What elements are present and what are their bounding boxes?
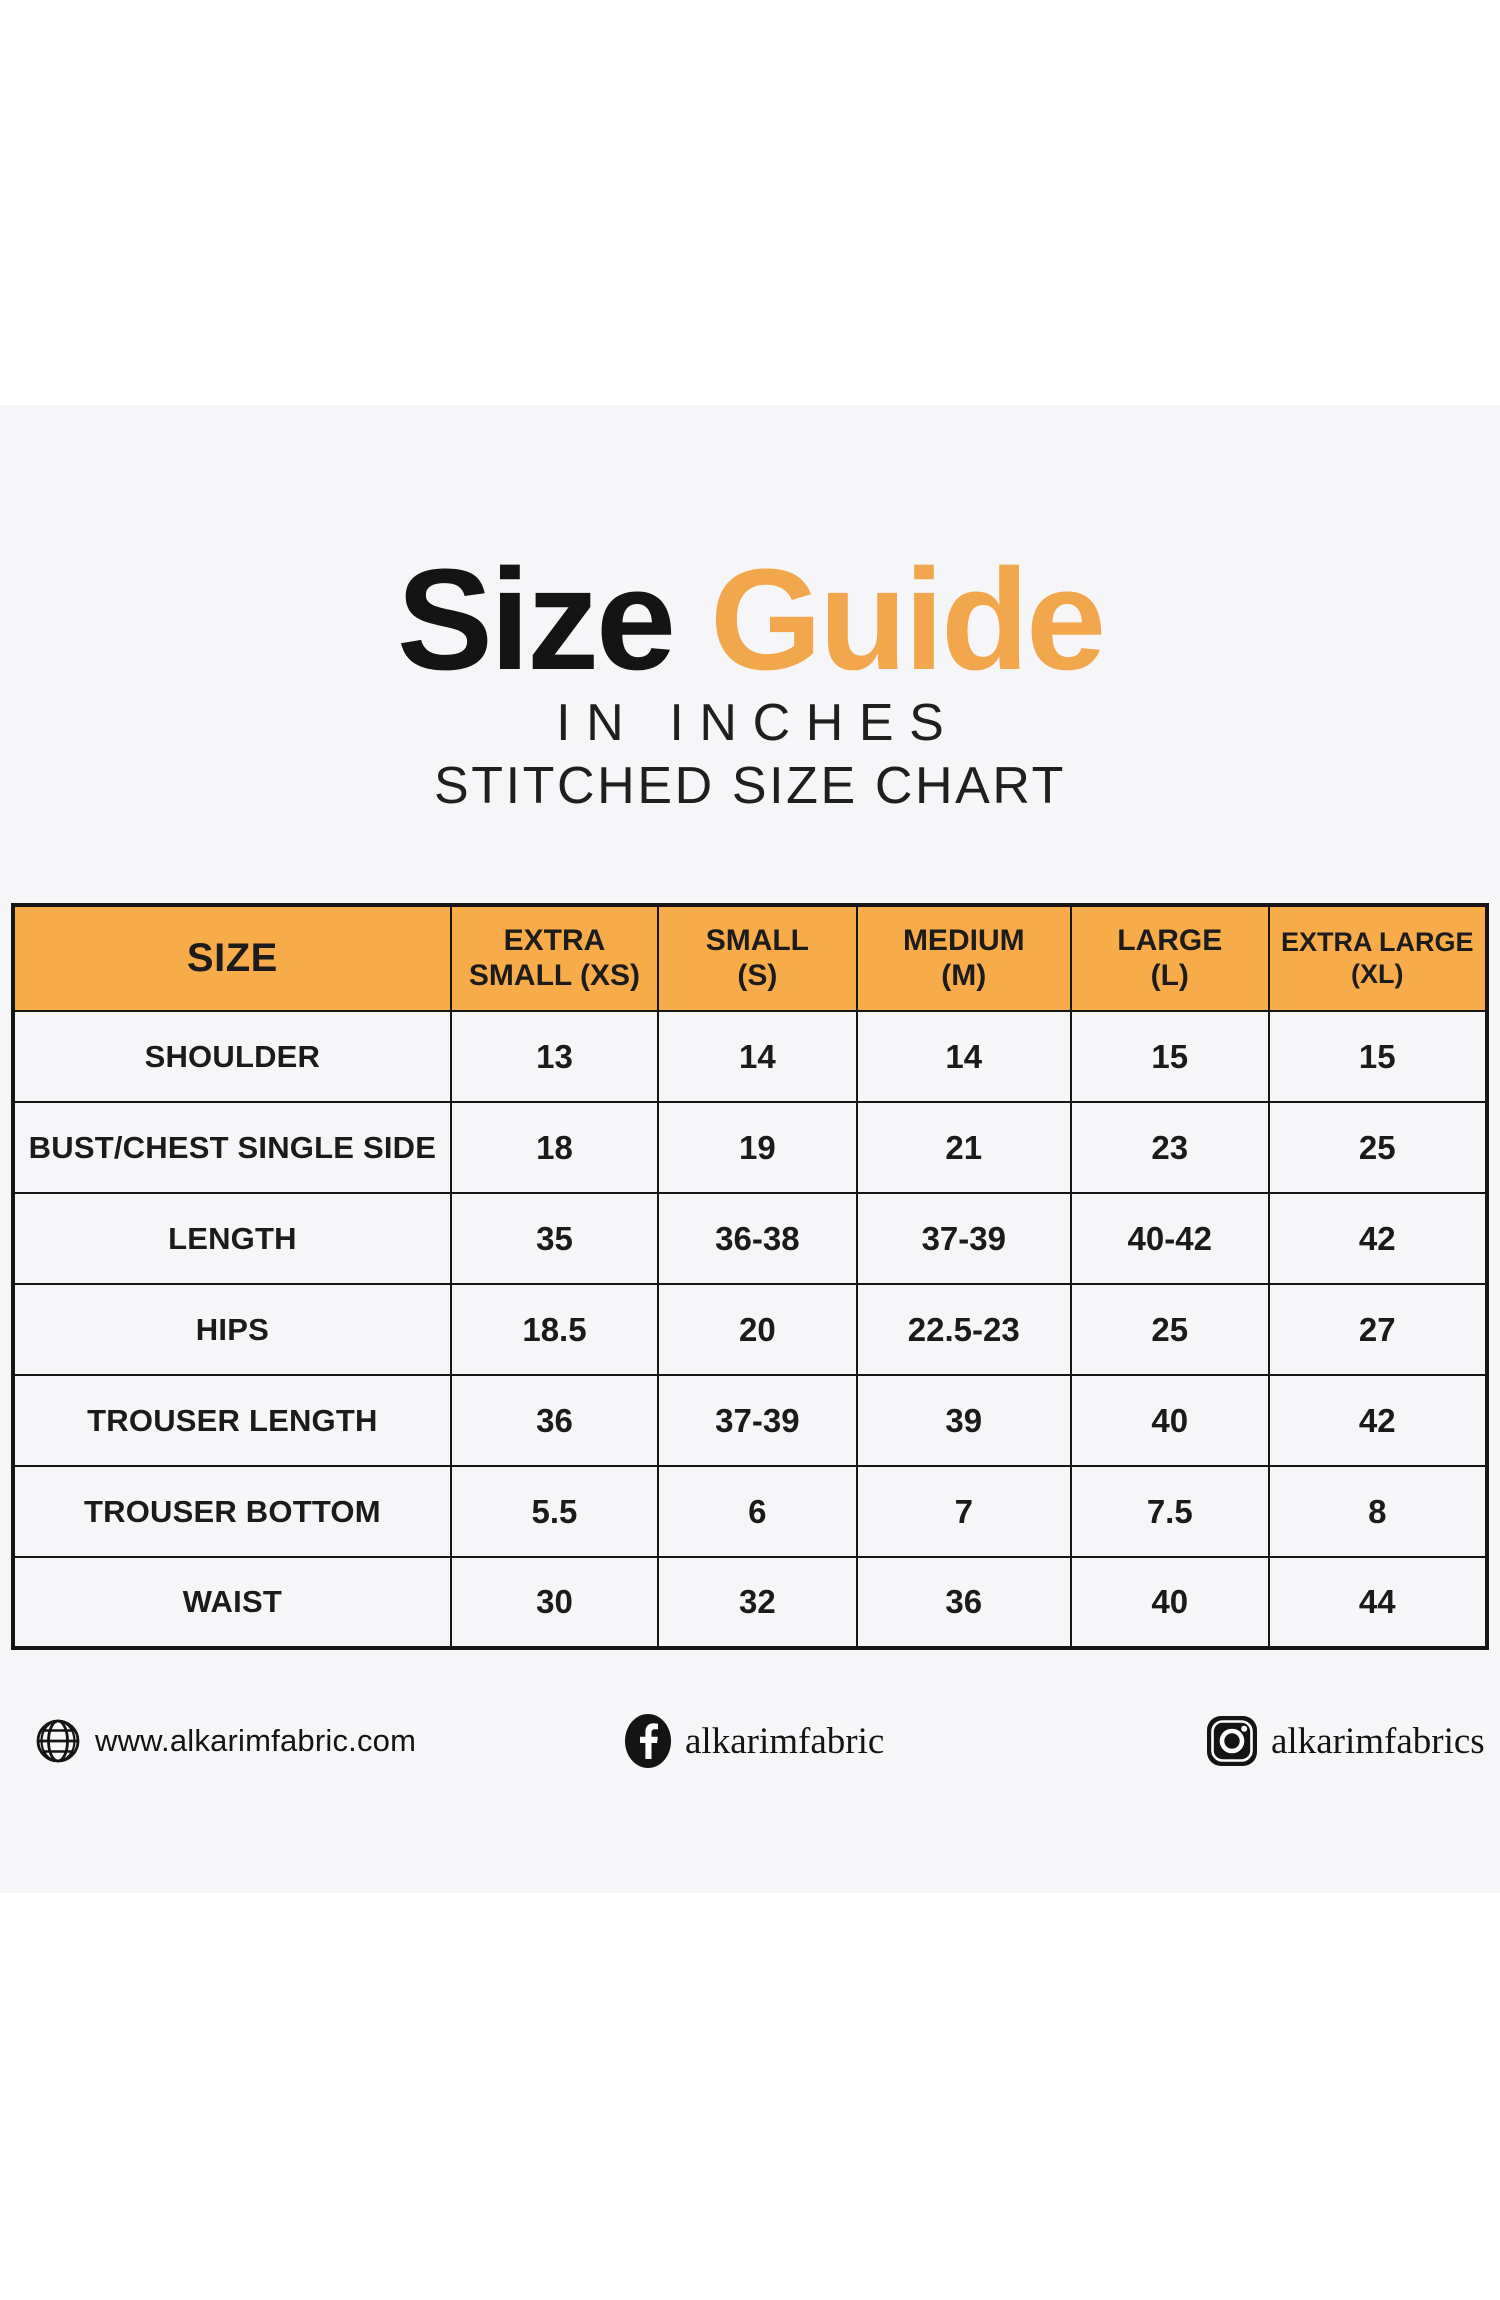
table-row-hips bbox=[13, 1284, 1487, 1375]
subtitle-stitched-size-chart: STITCHED SIZE CHART bbox=[433, 757, 1067, 815]
cell-value: 14 bbox=[658, 1011, 856, 1102]
cell-value: 37-39 bbox=[658, 1375, 856, 1466]
table-row-trouser-bottom bbox=[13, 1466, 1487, 1557]
cell-value: 7 bbox=[857, 1466, 1071, 1557]
cell-value: 15 bbox=[1071, 1011, 1269, 1102]
column-header-m: MEDIUM (M) bbox=[857, 905, 1071, 1011]
facebook-link[interactable] bbox=[624, 1712, 884, 1770]
cell-value: 8 bbox=[1269, 1466, 1487, 1557]
column-header-size: SIZE bbox=[13, 905, 451, 1011]
column-header-l: LARGE (L) bbox=[1071, 905, 1269, 1011]
cell-value: 30 bbox=[451, 1557, 658, 1648]
facebook-icon bbox=[624, 1713, 672, 1769]
table-row-length bbox=[13, 1193, 1487, 1284]
subtitle-in-inches: IN INCHES bbox=[556, 694, 960, 752]
cell-value: 25 bbox=[1269, 1102, 1487, 1193]
row-label: LENGTH bbox=[13, 1193, 451, 1284]
cell-value: 40 bbox=[1071, 1557, 1269, 1648]
cell-value: 23 bbox=[1071, 1102, 1269, 1193]
cell-value: 40 bbox=[1071, 1375, 1269, 1466]
cell-value: 13 bbox=[451, 1011, 658, 1102]
facebook-handle: alkarimfabric bbox=[685, 1720, 885, 1762]
column-header-xs: EXTRA SMALL (XS) bbox=[451, 905, 658, 1011]
row-label: WAIST bbox=[13, 1557, 451, 1648]
cell-value: 18 bbox=[451, 1102, 658, 1193]
cell-value: 42 bbox=[1269, 1193, 1487, 1284]
cell-value: 35 bbox=[451, 1193, 658, 1284]
table-row-bust-chest bbox=[13, 1102, 1487, 1193]
row-label: TROUSER BOTTOM bbox=[13, 1466, 451, 1557]
row-label: BUST/CHEST SINGLE SIDE bbox=[13, 1102, 451, 1193]
page-title-accent: Guide bbox=[710, 539, 1104, 700]
cell-value: 27 bbox=[1269, 1284, 1487, 1375]
cell-value: 44 bbox=[1269, 1557, 1487, 1648]
page-title-primary: Size bbox=[396, 539, 674, 700]
cell-value: 36 bbox=[451, 1375, 658, 1466]
cell-value: 7.5 bbox=[1071, 1466, 1269, 1557]
cell-value: 40-42 bbox=[1071, 1193, 1269, 1284]
website-link[interactable] bbox=[34, 1712, 416, 1770]
row-label: TROUSER LENGTH bbox=[13, 1375, 451, 1466]
title-block bbox=[0, 539, 1500, 815]
table-header-row bbox=[13, 905, 1487, 1011]
cell-value: 37-39 bbox=[857, 1193, 1071, 1284]
cell-value: 21 bbox=[857, 1102, 1071, 1193]
cell-value: 20 bbox=[658, 1284, 856, 1375]
cell-value: 42 bbox=[1269, 1375, 1487, 1466]
instagram-icon bbox=[1206, 1715, 1258, 1767]
cell-value: 6 bbox=[658, 1466, 856, 1557]
table-row-waist bbox=[13, 1557, 1487, 1648]
cell-value: 15 bbox=[1269, 1011, 1487, 1102]
cell-value: 14 bbox=[857, 1011, 1071, 1102]
cell-value: 22.5-23 bbox=[857, 1284, 1071, 1375]
website-url: www.alkarimfabric.com bbox=[95, 1723, 417, 1758]
row-label: HIPS bbox=[13, 1284, 451, 1375]
table-row-shoulder bbox=[13, 1011, 1487, 1102]
cell-value: 36 bbox=[857, 1557, 1071, 1648]
column-header-s: SMALL (S) bbox=[658, 905, 856, 1011]
cell-value: 36-38 bbox=[658, 1193, 856, 1284]
cell-value: 25 bbox=[1071, 1284, 1269, 1375]
instagram-link[interactable] bbox=[1206, 1712, 1485, 1770]
cell-value: 19 bbox=[658, 1102, 856, 1193]
table-row-trouser-length bbox=[13, 1375, 1487, 1466]
column-header-xl: EXTRA LARGE (XL) bbox=[1269, 905, 1487, 1011]
instagram-handle: alkarimfabrics bbox=[1271, 1720, 1485, 1762]
row-label: SHOULDER bbox=[13, 1011, 451, 1102]
cell-value: 32 bbox=[658, 1557, 856, 1648]
page-title bbox=[0, 539, 1500, 700]
size-chart-table bbox=[11, 903, 1489, 1650]
cell-value: 39 bbox=[857, 1375, 1071, 1466]
cell-value: 5.5 bbox=[451, 1466, 658, 1557]
cell-value: 18.5 bbox=[451, 1284, 658, 1375]
globe-icon bbox=[34, 1717, 82, 1765]
